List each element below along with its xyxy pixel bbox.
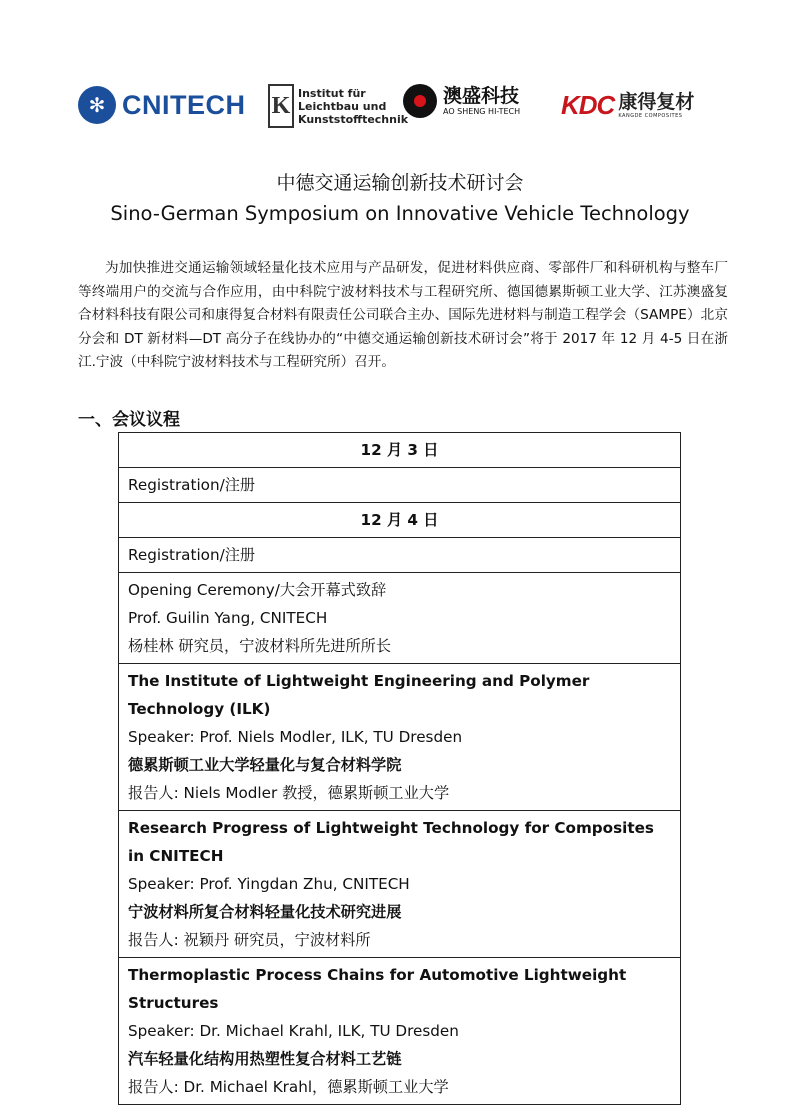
talk3-title-cn: 汽车轻量化结构用热塑性复合材料工艺链	[128, 1050, 402, 1068]
table-row	[119, 538, 681, 573]
talk1-title-cn: 德累斯顿工业大学轻量化与复合材料学院	[128, 756, 402, 774]
agenda-item-talk2	[119, 811, 681, 958]
talk3-speaker-en: Speaker: Dr. Michael Krahl, ILK, TU Dresden	[128, 1022, 459, 1040]
ilk-logo-line1: Institut für	[298, 86, 366, 100]
kdc-mark: KDC	[561, 90, 615, 120]
table-row	[119, 664, 681, 811]
date-header-dec3: 12 月 3 日	[119, 433, 681, 468]
date-header-dec4: 12 月 4 日	[119, 503, 681, 538]
ilk-logo	[268, 84, 408, 128]
aosheng-logo-cn: 澳盛科技	[443, 85, 520, 107]
agenda-item-talk1	[119, 664, 681, 811]
page-title-cn: 中德交通运输创新技术研讨会	[276, 172, 524, 194]
logo-bar	[78, 84, 728, 130]
talk2-title-en: Research Progress of Lightweight Technology for Composites in CNITECH	[128, 819, 654, 865]
section-heading-agenda: 一、会议议程	[78, 410, 180, 430]
agenda-item-registration-dec3: Registration/注册	[119, 468, 681, 503]
kangde-logo-cn: 康得复材	[618, 91, 695, 113]
talk1-speaker-cn: 报告人: Niels Modler 教授，德累斯顿工业大学	[128, 784, 450, 802]
talk3-speaker-cn: 报告人: Dr. Michael Krahl，德累斯顿工业大学	[128, 1078, 449, 1096]
table-row	[119, 433, 681, 468]
talk2-speaker-en: Speaker: Prof. Yingdan Zhu, CNITECH	[128, 875, 410, 893]
talk3-title-en: Thermoplastic Process Chains for Automotive Lightweight Structures	[128, 966, 627, 1012]
cnitech-logo-text: CNITECH	[122, 89, 246, 120]
agenda-table	[118, 432, 681, 1105]
kangde-logo-en: KANGDE COMPOSITES	[618, 113, 683, 119]
aosheng-logo	[403, 84, 520, 118]
opening-speaker-en: Prof. Guilin Yang, CNITECH	[128, 609, 328, 627]
table-row	[119, 811, 681, 958]
kangde-logo	[561, 90, 694, 121]
opening-title: Opening Ceremony/大会开幕式致辞	[128, 581, 387, 599]
ilk-mark-icon: K	[268, 84, 294, 128]
agenda-item-registration-dec4: Registration/注册	[119, 538, 681, 573]
opening-speaker-cn: 杨桂林 研究员，宁波材料所先进所所长	[128, 637, 392, 655]
table-row	[119, 958, 681, 1105]
agenda-item-opening	[119, 573, 681, 664]
talk1-speaker-en: Speaker: Prof. Niels Modler, ILK, TU Dresden	[128, 728, 463, 746]
cas-emblem-icon: ✻	[78, 86, 116, 124]
talk2-speaker-cn: 报告人: 祝颖丹 研究员，宁波材料所	[128, 931, 371, 949]
talk1-title-en: The Institute of Lightweight Engineering and Polymer Technology (ILK)	[128, 672, 590, 718]
table-row	[119, 503, 681, 538]
table-row	[119, 573, 681, 664]
cnitech-logo	[78, 86, 246, 124]
agenda-item-talk3	[119, 958, 681, 1105]
ilk-logo-line2: Leichtbau und	[298, 99, 387, 113]
aosheng-circle-icon	[403, 84, 437, 118]
aosheng-logo-en: AO SHENG HI-TECH	[443, 107, 521, 116]
page-title-en: Sino-German Symposium on Innovative Vehicle Technology	[110, 202, 690, 225]
ilk-logo-line3: Kunststofftechnik	[298, 112, 409, 126]
talk2-title-cn: 宁波材料所复合材料轻量化技术研究进展	[128, 903, 402, 921]
table-row	[119, 468, 681, 503]
intro-paragraph: 为加快推进交通运输领域轻量化技术应用与产品研发，促进材料供应商、零部件厂和科研机构与整车厂等终端用户的交流与合作应用，由中科院宁波材料技术与工程研究所、德国德累斯顿工业大学、江苏澳盛复合材料科技有限公司和康得复合材料有限责任公司联合主办、国际先进材料与制造工程学会（SAMPE）北京分会和 DT 新材料—DT 高分子在线协办的“中德交通运输创新技术研讨会”将于 2017 年 12 月 4-5 日在浙江.宁波（中科院宁波材料技术与工程研究所）召开。	[78, 260, 728, 370]
